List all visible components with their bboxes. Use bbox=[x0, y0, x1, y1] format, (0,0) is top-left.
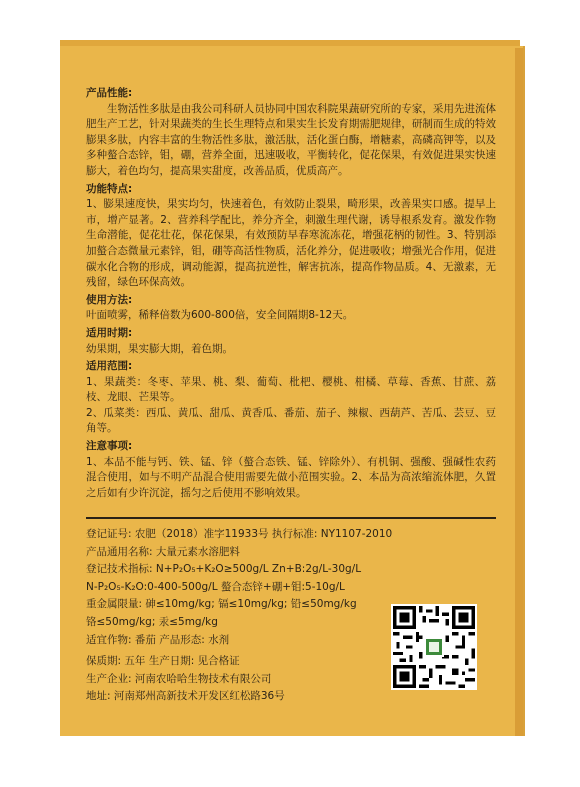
product-description bbox=[86, 84, 496, 501]
section-heading-period: 适用时期: bbox=[86, 326, 133, 339]
spec-npk-ratio: N-P₂O₅-K₂O:0-400-500g/L 螯合态锌+硼+钼:5-10g/L bbox=[86, 580, 345, 593]
spec-crops-form: 适宜作物: 番茄 产品形态: 水剂 bbox=[86, 633, 230, 646]
spec-shelf-life: 保质期: 五年 生产日期: 见合格证 bbox=[86, 655, 240, 668]
section-heading-usage: 使用方法: bbox=[86, 293, 133, 306]
spec-info bbox=[86, 526, 406, 706]
scope-vegetables-text: 2、瓜菜类：西瓜、黄瓜、甜瓜、黄香瓜、番茄、茄子、辣椒、西葫芦、苦瓜、芸豆、豆角等。 bbox=[86, 406, 496, 435]
spec-technical-index: 登记技术指标: N+P₂O₅+K₂O≥500g/L Zn+B:2g/L-30g/L bbox=[86, 563, 362, 576]
section-heading-notes: 注意事项: bbox=[86, 440, 133, 453]
section-heading-features: 功能特点: bbox=[86, 182, 133, 195]
qr-code-icon[interactable] bbox=[391, 604, 477, 690]
performance-text: 生物活性多肽是由我公司科研人员协同中国农科院果蔬研究所的专家，采用先进流体肥生产工艺，针对果蔬类的生长生理特点和果实生长发育期需肥规律，研制而生成的特效膨果多肽，内容丰富的生物活性多肽，激活肽，活化蛋白酶，增糖素，高磷高钾等，以及多种螯合态锌，钼，硼，营养全面，迅速吸收，平衡转化，促花保果，有效促进果实快速膨大，着色均匀，提高果实甜度，改善品质，优质高产。 bbox=[86, 102, 496, 177]
notes-text: 1、本品不能与钙、铁、锰、锌（螯合态铁、锰、锌除外）、有机铜、强酸、强碱性农药混合使用，如与不明产品混合使用需要先做小范围实验。2、本品为高浓缩流体肥，久置之后如有少许沉淀，摇匀之后使用不影响效果。 bbox=[86, 455, 496, 499]
spec-product-name: 产品通用名称: 大量元素水溶肥料 bbox=[86, 545, 240, 558]
spec-registration: 登记证号: 农肥（2018）准字11933号 执行标准: NY1107-2010 bbox=[86, 528, 393, 540]
features-text: 1、膨果速度快，果实均匀，快速着色，有效防止裂果，畸形果，改善果实口感。提早上市，增产显著。2、营养科学配比，养分齐全，刺激生理代谢，诱导根系发育。激发作物生命潜能，促花壮花，保花保果，有效预防早春寒流冻花，增强花柄的韧性。3、特别添加螯合态微量元素锌，钼，硼等高活性物质，活化养分，促进吸收；增强光合作用，促进碳水化合物的形成，调动能源，提高抗逆性，解害抗冻，提高作物品质。4、无激素，无残留，绿色环保高效。 bbox=[86, 198, 496, 289]
spec-heavy-metal-2: 铬≤50mg/kg; 汞≤5mg/kg bbox=[86, 615, 218, 628]
period-text: 幼果期，果实膨大期，着色期。 bbox=[86, 342, 233, 355]
usage-text: 叶面喷雾，稀释倍数为600-800倍，安全间隔期8-12天。 bbox=[86, 309, 354, 322]
box-side-edge bbox=[515, 48, 523, 736]
section-heading-performance: 产品性能: bbox=[86, 87, 133, 99]
spec-manufacturer: 生产企业: 河南农哈哈生物技术有限公司 bbox=[86, 672, 272, 685]
qr-code-graphic bbox=[393, 606, 475, 688]
divider-line bbox=[86, 517, 496, 519]
spec-address: 地址: 河南郑州高新技术开发区红松路36号 bbox=[86, 690, 285, 703]
spec-heavy-metal-1: 重金属限量: 砷≤10mg/kg; 镉≤10mg/kg; 铅≤50mg/kg bbox=[86, 598, 357, 611]
scope-fruits-text: 1、果蔬类：冬枣、苹果、桃、梨、葡萄、枇杷、樱桃、柑橘、草莓、香蕉、甘蔗、荔枝、龙眼、芒果等。 bbox=[86, 375, 496, 404]
section-heading-scope: 适用范围: bbox=[86, 360, 133, 373]
